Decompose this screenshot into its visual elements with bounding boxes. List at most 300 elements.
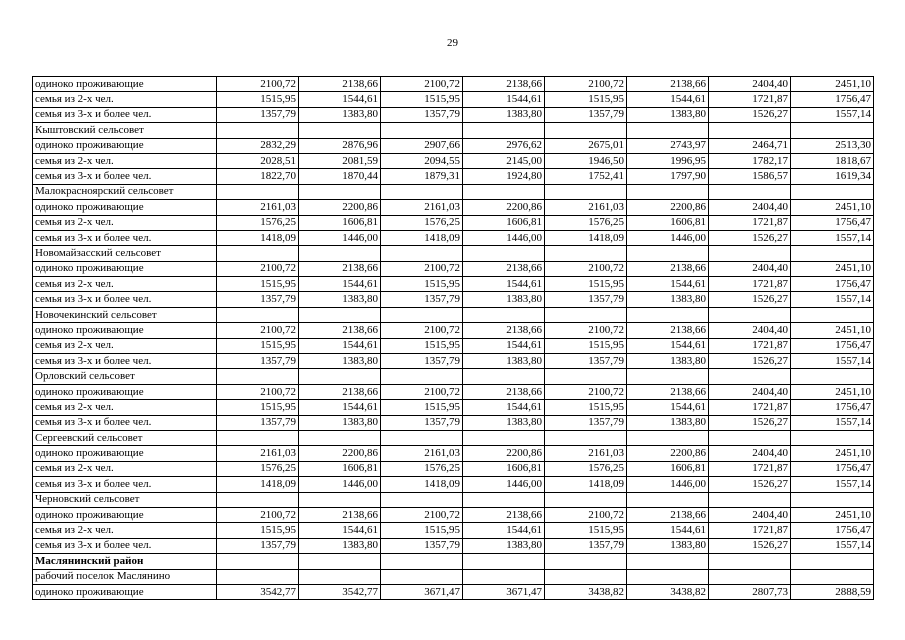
row-label: семья из 3-х и более чел. — [33, 415, 217, 430]
value-cell: 2161,03 — [381, 446, 463, 461]
value-cell: 2404,40 — [709, 384, 791, 399]
value-cell — [627, 123, 709, 138]
value-cell: 2451,10 — [791, 323, 874, 338]
value-cell: 1383,80 — [299, 292, 381, 307]
value-cell: 1357,79 — [217, 415, 299, 430]
value-cell — [463, 307, 545, 322]
value-cell: 2138,66 — [299, 323, 381, 338]
table-row — [33, 415, 874, 430]
value-cell — [791, 430, 874, 445]
value-cell: 2138,66 — [627, 384, 709, 399]
value-cell: 1383,80 — [463, 415, 545, 430]
section-header-row — [33, 246, 874, 261]
value-cell: 1383,80 — [299, 354, 381, 369]
value-cell: 1357,79 — [381, 292, 463, 307]
value-cell: 1526,27 — [709, 415, 791, 430]
value-cell: 1357,79 — [545, 292, 627, 307]
row-label: семья из 2-х чел. — [33, 215, 217, 230]
value-cell: 1606,81 — [299, 461, 381, 476]
value-cell — [545, 307, 627, 322]
value-cell — [709, 492, 791, 507]
value-cell: 1576,25 — [545, 461, 627, 476]
value-cell: 2451,10 — [791, 384, 874, 399]
row-label: семья из 3-х и более чел. — [33, 107, 217, 122]
value-cell: 1526,27 — [709, 354, 791, 369]
value-cell: 2138,66 — [299, 507, 381, 522]
row-label: одиноко проживающие — [33, 323, 217, 338]
value-cell: 1383,80 — [627, 354, 709, 369]
value-cell: 2200,86 — [299, 446, 381, 461]
value-cell: 1557,14 — [791, 415, 874, 430]
value-cell: 2138,66 — [463, 507, 545, 522]
value-cell: 2200,86 — [627, 200, 709, 215]
table-row — [33, 92, 874, 107]
value-cell: 1383,80 — [627, 415, 709, 430]
value-cell: 1357,79 — [381, 107, 463, 122]
value-cell — [791, 246, 874, 261]
row-label: семья из 3-х и более чел. — [33, 354, 217, 369]
value-cell: 1515,95 — [217, 92, 299, 107]
value-cell — [791, 123, 874, 138]
value-cell: 2145,00 — [463, 153, 545, 168]
value-cell: 1557,14 — [791, 477, 874, 492]
table-row — [33, 507, 874, 522]
table-row — [33, 107, 874, 122]
value-cell: 2200,86 — [627, 446, 709, 461]
value-cell: 1357,79 — [545, 354, 627, 369]
table-row — [33, 400, 874, 415]
value-cell — [627, 569, 709, 584]
value-cell: 1721,87 — [709, 338, 791, 353]
value-cell: 1576,25 — [217, 215, 299, 230]
value-cell: 1383,80 — [627, 538, 709, 553]
value-cell — [627, 492, 709, 507]
value-cell — [299, 246, 381, 261]
value-cell: 1557,14 — [791, 292, 874, 307]
value-cell — [299, 492, 381, 507]
row-label: одиноко проживающие — [33, 584, 217, 599]
value-cell — [709, 369, 791, 384]
value-cell: 1515,95 — [217, 523, 299, 538]
value-cell: 1996,95 — [627, 153, 709, 168]
value-cell: 1446,00 — [627, 477, 709, 492]
value-cell — [217, 430, 299, 445]
value-cell: 1357,79 — [217, 107, 299, 122]
value-cell: 2513,30 — [791, 138, 874, 153]
value-cell — [381, 123, 463, 138]
value-cell: 2451,10 — [791, 507, 874, 522]
value-cell — [381, 492, 463, 507]
value-cell: 2807,73 — [709, 584, 791, 599]
value-cell: 1924,80 — [463, 169, 545, 184]
value-cell: 1418,09 — [217, 477, 299, 492]
value-cell: 2100,72 — [545, 77, 627, 92]
value-cell: 1756,47 — [791, 523, 874, 538]
value-cell: 2100,72 — [545, 384, 627, 399]
value-cell: 2100,72 — [217, 77, 299, 92]
table-row — [33, 538, 874, 553]
value-cell — [545, 369, 627, 384]
table-row — [33, 523, 874, 538]
value-cell — [545, 554, 627, 569]
value-cell: 1557,14 — [791, 230, 874, 245]
value-cell: 1383,80 — [627, 107, 709, 122]
value-cell — [217, 307, 299, 322]
value-cell — [217, 492, 299, 507]
value-cell: 1606,81 — [463, 215, 545, 230]
value-cell: 1544,61 — [463, 523, 545, 538]
section-name: Кыштовский сельсовет — [33, 123, 217, 138]
value-cell: 2100,72 — [381, 261, 463, 276]
value-cell: 2138,66 — [627, 77, 709, 92]
row-label: одиноко проживающие — [33, 507, 217, 522]
value-cell — [299, 307, 381, 322]
value-cell: 1357,79 — [545, 415, 627, 430]
row-label: одиноко проживающие — [33, 446, 217, 461]
value-cell: 3671,47 — [463, 584, 545, 599]
value-cell: 2451,10 — [791, 446, 874, 461]
table-row — [33, 200, 874, 215]
value-cell: 2675,01 — [545, 138, 627, 153]
value-cell: 2404,40 — [709, 200, 791, 215]
value-cell — [381, 369, 463, 384]
value-cell: 1357,79 — [381, 415, 463, 430]
value-cell: 2743,97 — [627, 138, 709, 153]
value-cell: 1756,47 — [791, 400, 874, 415]
value-cell — [709, 123, 791, 138]
value-cell — [217, 246, 299, 261]
value-cell — [791, 554, 874, 569]
table-row — [33, 477, 874, 492]
value-cell: 1586,57 — [709, 169, 791, 184]
value-cell: 1383,80 — [299, 415, 381, 430]
value-cell: 1446,00 — [463, 477, 545, 492]
row-label: семья из 2-х чел. — [33, 523, 217, 538]
value-cell — [709, 246, 791, 261]
value-cell: 2200,86 — [463, 200, 545, 215]
table-row — [33, 277, 874, 292]
value-cell — [299, 430, 381, 445]
value-cell — [381, 184, 463, 199]
value-cell — [791, 569, 874, 584]
value-cell: 1879,31 — [381, 169, 463, 184]
value-cell: 2451,10 — [791, 200, 874, 215]
value-cell: 1526,27 — [709, 538, 791, 553]
table-body — [33, 77, 874, 600]
row-label: семья из 2-х чел. — [33, 277, 217, 292]
value-cell: 1544,61 — [299, 277, 381, 292]
value-cell: 2200,86 — [463, 446, 545, 461]
value-cell: 3438,82 — [627, 584, 709, 599]
value-cell: 1756,47 — [791, 215, 874, 230]
page-number: 29 — [447, 37, 458, 49]
value-cell — [791, 184, 874, 199]
value-cell: 1544,61 — [627, 400, 709, 415]
value-cell: 1544,61 — [627, 92, 709, 107]
value-cell — [381, 246, 463, 261]
value-cell: 1752,41 — [545, 169, 627, 184]
value-cell: 1557,14 — [791, 107, 874, 122]
value-cell — [545, 246, 627, 261]
value-cell: 1383,80 — [463, 107, 545, 122]
value-cell — [381, 569, 463, 584]
value-cell: 2464,71 — [709, 138, 791, 153]
value-cell: 1557,14 — [791, 354, 874, 369]
table-row — [33, 230, 874, 245]
value-cell: 2100,72 — [217, 261, 299, 276]
value-cell: 1544,61 — [463, 338, 545, 353]
row-label: одиноко проживающие — [33, 261, 217, 276]
value-cell — [627, 369, 709, 384]
value-cell: 1606,81 — [299, 215, 381, 230]
value-cell: 1515,95 — [545, 92, 627, 107]
value-cell: 1818,67 — [791, 153, 874, 168]
value-cell: 2138,66 — [299, 77, 381, 92]
value-cell — [545, 492, 627, 507]
value-cell: 1515,95 — [217, 277, 299, 292]
value-cell — [791, 307, 874, 322]
value-cell: 1946,50 — [545, 153, 627, 168]
row-label: семья из 3-х и более чел. — [33, 230, 217, 245]
value-cell: 1544,61 — [627, 277, 709, 292]
value-cell: 1544,61 — [299, 92, 381, 107]
section-name: Новомайзасский сельсовет — [33, 246, 217, 261]
value-cell: 1721,87 — [709, 277, 791, 292]
value-cell — [709, 569, 791, 584]
value-cell: 2138,66 — [627, 507, 709, 522]
value-cell — [463, 554, 545, 569]
value-cell — [709, 184, 791, 199]
value-cell: 2451,10 — [791, 261, 874, 276]
table-row — [33, 77, 874, 92]
value-cell: 1515,95 — [381, 92, 463, 107]
section-name: Орловский сельсовет — [33, 369, 217, 384]
value-cell: 1782,17 — [709, 153, 791, 168]
value-cell — [709, 430, 791, 445]
value-cell — [299, 184, 381, 199]
value-cell: 1418,09 — [545, 477, 627, 492]
value-cell: 1822,70 — [217, 169, 299, 184]
value-cell: 1544,61 — [463, 92, 545, 107]
value-cell: 2100,72 — [381, 384, 463, 399]
value-cell: 1383,80 — [299, 538, 381, 553]
value-cell — [627, 430, 709, 445]
value-cell: 1383,80 — [627, 292, 709, 307]
value-cell — [381, 430, 463, 445]
section-header-row — [33, 307, 874, 322]
value-cell: 1357,79 — [381, 354, 463, 369]
table-row — [33, 169, 874, 184]
value-cell: 1357,79 — [217, 292, 299, 307]
value-cell: 1383,80 — [299, 107, 381, 122]
table-row — [33, 446, 874, 461]
value-cell: 2100,72 — [545, 261, 627, 276]
section-header-row — [33, 492, 874, 507]
value-cell: 1418,09 — [217, 230, 299, 245]
value-cell: 1606,81 — [627, 215, 709, 230]
value-cell: 2138,66 — [299, 261, 381, 276]
row-label: одиноко проживающие — [33, 138, 217, 153]
value-cell: 1515,95 — [381, 523, 463, 538]
value-cell — [381, 307, 463, 322]
value-cell — [463, 492, 545, 507]
value-cell — [463, 246, 545, 261]
value-cell: 1576,25 — [545, 215, 627, 230]
value-cell: 1526,27 — [709, 107, 791, 122]
value-cell: 1357,79 — [217, 354, 299, 369]
value-cell: 1544,61 — [299, 338, 381, 353]
value-cell: 1606,81 — [463, 461, 545, 476]
value-cell: 1357,79 — [217, 538, 299, 553]
value-cell: 2404,40 — [709, 261, 791, 276]
row-label: семья из 3-х и более чел. — [33, 169, 217, 184]
value-cell: 2888,59 — [791, 584, 874, 599]
value-cell: 1756,47 — [791, 461, 874, 476]
value-cell: 1756,47 — [791, 92, 874, 107]
section-name: Малокрасноярский сельсовет — [33, 184, 217, 199]
value-cell: 1544,61 — [299, 523, 381, 538]
value-cell: 1756,47 — [791, 338, 874, 353]
value-cell: 2138,66 — [463, 261, 545, 276]
value-cell: 1526,27 — [709, 477, 791, 492]
value-cell: 1526,27 — [709, 230, 791, 245]
value-cell — [627, 554, 709, 569]
value-cell: 1721,87 — [709, 400, 791, 415]
value-cell — [791, 369, 874, 384]
table-row — [33, 323, 874, 338]
value-cell: 2094,55 — [381, 153, 463, 168]
value-cell: 1515,95 — [217, 400, 299, 415]
value-cell: 3671,47 — [381, 584, 463, 599]
section-header-row — [33, 369, 874, 384]
value-cell: 1446,00 — [463, 230, 545, 245]
row-label: семья из 3-х и более чел. — [33, 477, 217, 492]
value-cell: 1576,25 — [217, 461, 299, 476]
value-cell — [217, 554, 299, 569]
section-name: Черновский сельсовет — [33, 492, 217, 507]
value-cell: 2404,40 — [709, 323, 791, 338]
value-cell: 1515,95 — [545, 400, 627, 415]
value-cell: 1383,80 — [463, 292, 545, 307]
section-name: рабочий поселок Маслянино — [33, 569, 217, 584]
value-cell: 3542,77 — [217, 584, 299, 599]
value-cell: 1721,87 — [709, 461, 791, 476]
value-cell: 2200,86 — [299, 200, 381, 215]
value-cell — [217, 569, 299, 584]
row-label: одиноко проживающие — [33, 200, 217, 215]
district-header-row — [33, 554, 874, 569]
district-name: Маслянинский район — [33, 554, 217, 569]
value-cell — [463, 430, 545, 445]
value-cell — [299, 369, 381, 384]
value-cell: 1606,81 — [627, 461, 709, 476]
value-cell: 2100,72 — [381, 77, 463, 92]
rates-table — [32, 76, 874, 600]
value-cell: 2451,10 — [791, 77, 874, 92]
value-cell — [627, 307, 709, 322]
table-row — [33, 354, 874, 369]
value-cell: 1721,87 — [709, 92, 791, 107]
value-cell: 2138,66 — [627, 323, 709, 338]
value-cell: 3438,82 — [545, 584, 627, 599]
value-cell: 2832,29 — [217, 138, 299, 153]
value-cell: 2161,03 — [217, 446, 299, 461]
value-cell: 1870,44 — [299, 169, 381, 184]
value-cell — [217, 184, 299, 199]
value-cell: 1544,61 — [463, 400, 545, 415]
row-label: семья из 2-х чел. — [33, 92, 217, 107]
row-label: одиноко проживающие — [33, 77, 217, 92]
table-row — [33, 153, 874, 168]
value-cell — [545, 184, 627, 199]
section-header-row — [33, 184, 874, 199]
value-cell: 1515,95 — [545, 277, 627, 292]
value-cell: 1515,95 — [381, 338, 463, 353]
value-cell: 2138,66 — [463, 323, 545, 338]
value-cell: 1515,95 — [545, 523, 627, 538]
value-cell: 1357,79 — [545, 538, 627, 553]
value-cell — [299, 554, 381, 569]
value-cell: 2161,03 — [217, 200, 299, 215]
value-cell: 1544,61 — [299, 400, 381, 415]
value-cell — [381, 554, 463, 569]
value-cell: 1797,90 — [627, 169, 709, 184]
value-cell: 1446,00 — [299, 477, 381, 492]
value-cell — [217, 123, 299, 138]
row-label: семья из 3-х и более чел. — [33, 538, 217, 553]
row-label: одиноко проживающие — [33, 384, 217, 399]
value-cell: 2100,72 — [217, 507, 299, 522]
value-cell: 2100,72 — [381, 323, 463, 338]
table-row — [33, 461, 874, 476]
value-cell: 2138,66 — [463, 77, 545, 92]
value-cell — [545, 430, 627, 445]
row-label: семья из 2-х чел. — [33, 400, 217, 415]
section-name: Новочекинский сельсовет — [33, 307, 217, 322]
row-label: семья из 2-х чел. — [33, 153, 217, 168]
value-cell: 2138,66 — [299, 384, 381, 399]
value-cell: 2100,72 — [217, 323, 299, 338]
value-cell: 1721,87 — [709, 215, 791, 230]
value-cell — [627, 246, 709, 261]
section-header-row — [33, 569, 874, 584]
value-cell: 1576,25 — [381, 461, 463, 476]
value-cell — [709, 307, 791, 322]
value-cell: 2028,51 — [217, 153, 299, 168]
value-cell: 1576,25 — [381, 215, 463, 230]
value-cell: 1557,14 — [791, 538, 874, 553]
value-cell — [791, 492, 874, 507]
value-cell: 2161,03 — [381, 200, 463, 215]
value-cell — [463, 569, 545, 584]
value-cell: 2100,72 — [545, 507, 627, 522]
value-cell — [627, 184, 709, 199]
value-cell: 1721,87 — [709, 523, 791, 538]
value-cell — [545, 123, 627, 138]
row-label: семья из 2-х чел. — [33, 338, 217, 353]
value-cell — [463, 184, 545, 199]
value-cell: 1544,61 — [463, 277, 545, 292]
value-cell — [299, 569, 381, 584]
value-cell: 2100,72 — [545, 323, 627, 338]
value-cell: 1544,61 — [627, 338, 709, 353]
value-cell: 1418,09 — [381, 477, 463, 492]
value-cell: 1357,79 — [381, 538, 463, 553]
value-cell — [545, 569, 627, 584]
value-cell: 1515,95 — [381, 400, 463, 415]
value-cell: 2161,03 — [545, 446, 627, 461]
value-cell: 2907,66 — [381, 138, 463, 153]
